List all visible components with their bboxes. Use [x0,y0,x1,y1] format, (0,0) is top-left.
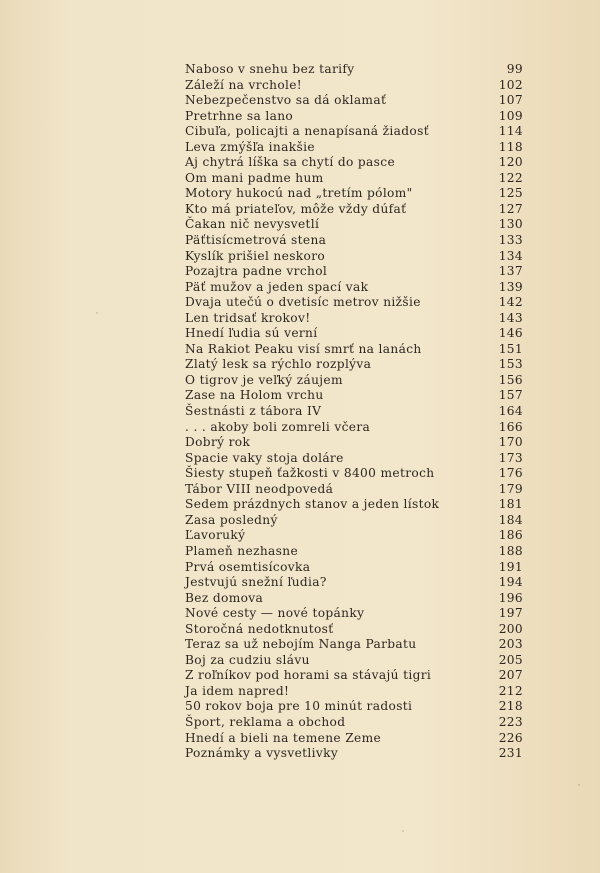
toc-entry-page-number: 207 [498,668,523,683]
toc-entry [185,78,523,94]
table-of-contents [185,62,523,762]
toc-entry-page-number: 231 [498,746,523,761]
toc-entry [185,668,523,684]
toc-entry-title: Prvá osemtisícovka [185,559,311,574]
toc-entry-title: Hnedí ľudia sú verní [185,326,318,341]
toc-entry-title: Hnedí a bieli na temene Zeme [185,730,382,745]
toc-entry [185,513,523,529]
toc-entry-page-number: 109 [498,108,523,123]
toc-entry-title: Nové cesty — nové topánky [185,606,365,621]
toc-entry-title: Šestnásti z tábora IV [185,404,322,419]
toc-entry-title: Om mani padme hum [185,170,324,185]
toc-entry-page-number: 134 [498,248,523,263]
toc-entry-page-number: 156 [498,372,523,387]
toc-entry-title: Motory hukocú nad „tretím pólom" [185,186,413,201]
toc-entry [185,684,523,700]
toc-entry-page-number: 118 [498,139,523,154]
toc-entry-title: Z roľníkov pod horami sa stávajú tigri [185,668,432,683]
toc-entry [185,357,523,373]
toc-entry [185,280,523,296]
toc-entry [185,326,523,342]
toc-entry [185,140,523,156]
toc-entry-page-number: 166 [498,419,523,434]
toc-entry-title: Leva zmýšľa inakšie [185,139,315,154]
toc-entry-page-number: 173 [498,450,523,465]
toc-entry-title: Poznámky a vysvetlivky [185,746,339,761]
toc-entry [185,373,523,389]
toc-entry [185,264,523,280]
toc-entry-page-number: 226 [498,730,523,745]
toc-entry-title: Boj za cudziu slávu [185,652,310,667]
toc-entry [185,482,523,498]
toc-entry [185,249,523,265]
toc-entry [185,342,523,358]
toc-entry [185,404,523,420]
toc-entry-page-number: 143 [498,310,523,325]
toc-entry [185,435,523,451]
toc-entry-title: Nebezpečenstvo sa dá oklamať [185,93,387,108]
toc-entry [185,746,523,762]
toc-entry-page-number: 184 [498,512,523,527]
toc-entry [185,466,523,482]
toc-entry [185,715,523,731]
toc-entry [185,202,523,218]
toc-entry-title: Plameň nezhasne [185,543,299,558]
toc-entry-title: Päťtisícmetrová stena [185,233,327,248]
toc-entry [185,62,523,78]
toc-entry-page-number: 212 [498,683,523,698]
toc-entry [185,637,523,653]
toc-entry-title: Sedem prázdnych stanov a jeden lístok [185,497,440,512]
toc-entry [185,109,523,125]
toc-entry-page-number: 186 [498,528,523,543]
toc-entry-page-number: 181 [498,497,523,512]
paper-speck [96,312,98,314]
toc-entry-title: Zasa posledný [185,512,278,527]
paper-speck [578,784,580,786]
toc-entry-title: Teraz sa už nebojím Nanga Parbatu [185,637,417,652]
toc-entry-page-number: 157 [498,388,523,403]
toc-entry-page-number: 120 [498,155,523,170]
toc-entry-page-number: 205 [498,652,523,667]
toc-entry [185,497,523,513]
toc-entry-page-number: 133 [498,233,523,248]
toc-entry-title: Cibuľa, policajti a nenapísaná žiadosť [185,124,429,139]
toc-entry [185,528,523,544]
toc-entry-page-number: 194 [498,575,523,590]
toc-entry-page-number: 191 [498,559,523,574]
toc-entry [185,217,523,233]
toc-entry-page-number: 107 [498,93,523,108]
toc-entry [185,388,523,404]
toc-entry-title: Ja idem napred! [185,683,290,698]
toc-entry-title: Zlatý lesk sa rýchlo rozplýva [185,357,372,372]
toc-entry-title: . . . akoby boli zomreli včera [185,419,371,434]
toc-entry-page-number: 122 [498,170,523,185]
toc-entry-page-number: 142 [498,295,523,310]
toc-entry-title: Kto má priateľov, môže vždy dúfať [185,201,407,216]
toc-entry-title: Pozajtra padne vrchol [185,264,328,279]
toc-entry-title: Šport, reklama a obchod [185,714,346,729]
toc-entry-page-number: 146 [498,326,523,341]
toc-entry [185,124,523,140]
toc-entry-page-number: 197 [498,606,523,621]
toc-entry [185,295,523,311]
toc-entry-title: Dvaja utečú o dvetisíc metrov nižšie [185,295,421,310]
toc-entry [185,606,523,622]
toc-entry [185,591,523,607]
toc-entry-title: Len tridsať krokov! [185,310,311,325]
toc-entry-title: Spacie vaky stoja doláre [185,450,344,465]
paper-speck [402,830,404,832]
toc-entry [185,233,523,249]
toc-entry [185,544,523,560]
toc-entry-page-number: 179 [498,481,523,496]
toc-entry-page-number: 218 [498,699,523,714]
toc-entry-title: Jestvujú snežní ľudia? [185,575,327,590]
toc-entry-page-number: 114 [498,124,523,139]
toc-entry [185,420,523,436]
toc-entry-page-number: 200 [498,621,523,636]
toc-entry-page-number: 125 [498,186,523,201]
toc-entry [185,186,523,202]
toc-entry-page-number: 102 [498,77,523,92]
toc-entry [185,731,523,747]
toc-entry-page-number: 164 [498,404,523,419]
toc-entry-page-number: 99 [506,62,523,76]
toc-entry-page-number: 153 [498,357,523,372]
toc-entry-page-number: 223 [498,714,523,729]
toc-entry-page-number: 188 [498,543,523,558]
toc-entry-title: 50 rokov boja pre 10 minút radosti [185,699,413,714]
toc-entry-title: Pretrhne sa lano [185,108,294,123]
toc-entry-title: Ľavoruký [185,528,246,543]
toc-entry-title: Storočná nedotknutosť [185,621,334,636]
toc-entry-title: Bez domova [185,590,264,605]
toc-entry-title: Šiesty stupeň ťažkosti v 8400 metroch [185,466,435,481]
toc-entry-title: Päť mužov a jeden spací vak [185,279,369,294]
toc-entry-page-number: 170 [498,435,523,450]
toc-entry-page-number: 196 [498,590,523,605]
toc-entry-page-number: 130 [498,217,523,232]
toc-entry-title: Aj chytrá líška sa chytí do pasce [185,155,396,170]
toc-entry [185,171,523,187]
toc-entry-title: Tábor VIII neodpovedá [185,481,334,496]
toc-entry-page-number: 151 [498,341,523,356]
toc-entry [185,622,523,638]
toc-entry-title: Kyslík prišiel neskoro [185,248,326,263]
toc-entry-title: Zase na Holom vrchu [185,388,324,403]
toc-entry-title: Záleží na vrchole! [185,77,303,92]
toc-entry-title: Na Rakiot Peaku visí smrť na lanách [185,341,422,356]
toc-entry-page-number: 203 [498,637,523,652]
toc-entry [185,451,523,467]
toc-entry [185,311,523,327]
toc-entry-page-number: 176 [498,466,523,481]
toc-entry [185,653,523,669]
toc-entry [185,93,523,109]
toc-entry [185,699,523,715]
toc-entry-title: Naboso v snehu bez tarify [185,62,355,76]
toc-entry [185,560,523,576]
toc-entry-page-number: 137 [498,264,523,279]
toc-entry [185,155,523,171]
toc-entry [185,575,523,591]
toc-entry-title: Dobrý rok [185,435,251,450]
toc-entry-page-number: 127 [498,201,523,216]
toc-entry-title: O tigrov je veľký záujem [185,372,343,387]
toc-entry-page-number: 139 [498,279,523,294]
toc-entry-title: Čakan nič nevysvetlí [185,217,320,232]
